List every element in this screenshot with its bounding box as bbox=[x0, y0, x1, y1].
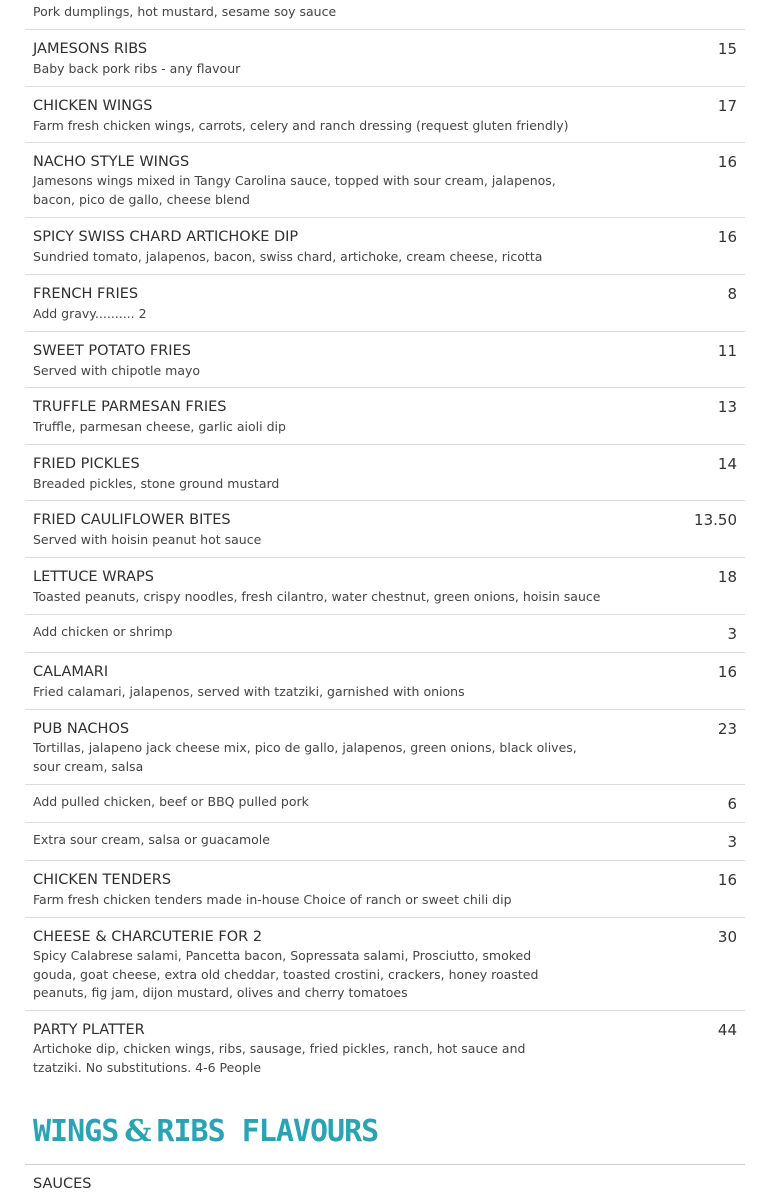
menu-item-price: 17 bbox=[717, 97, 737, 115]
menu-item-name: FRIED PICKLES bbox=[33, 456, 140, 472]
menu-item-lettuce-wraps bbox=[25, 558, 745, 615]
menu-item-description: Extra sour cream, salsa or guacamole bbox=[33, 832, 270, 847]
menu-item-chicken-wings bbox=[25, 87, 745, 143]
menu-item-name: CHICKEN TENDERS bbox=[33, 872, 172, 888]
menu-item-description: Served with hoisin peanut hot sauce bbox=[33, 532, 262, 547]
menu-item-cheese-charcuterie bbox=[25, 918, 745, 1011]
menu-item-name: CALAMARI bbox=[33, 664, 109, 680]
menu-item-description: Add pulled chicken, beef or BBQ pulled pork bbox=[33, 794, 309, 809]
menu-item-name: TRUFFLE PARMESAN FRIES bbox=[33, 399, 227, 415]
menu-item-name: PARTY PLATTER bbox=[33, 1022, 145, 1038]
menu-item-description: Add gravy.......... 2 bbox=[33, 306, 147, 321]
menu-item-price: 3 bbox=[727, 625, 737, 643]
menu-item-price: 30 bbox=[717, 928, 737, 946]
menu-item-cauliflower-bites bbox=[25, 501, 745, 558]
menu-item-price: 13 bbox=[717, 398, 737, 416]
menu-item-name: CHEESE & CHARCUTERIE FOR 2 bbox=[33, 929, 263, 945]
section-heading-part2: RIBS FLAVOURS bbox=[156, 1114, 379, 1149]
menu-item-description: Add chicken or shrimp bbox=[33, 624, 173, 639]
menu-item-price: 44 bbox=[717, 1021, 737, 1039]
menu-item-truffle-fries bbox=[25, 388, 745, 445]
section-heading-part1: WINGS bbox=[33, 1114, 119, 1149]
menu-item-price: 15 bbox=[717, 40, 737, 58]
menu-item-description: Spicy Calabrese salami, Pancetta bacon, Sopressata salami, Prosciutto, smoked gouda, goat cheese, extra old cheddar, toasted crostini, crackers, honey roasted peanuts, fig jam, dijon mustard, olives and cherry tomatoes bbox=[33, 948, 539, 1000]
menu-item-price: 16 bbox=[717, 871, 737, 889]
menu-item-price: 8 bbox=[727, 285, 737, 303]
section-heading-wings-ribs bbox=[33, 1112, 378, 1152]
sub-heading-sauces: SAUCES bbox=[33, 1176, 92, 1192]
menu-item-description: Pork dumplings, hot mustard, sesame soy sauce bbox=[33, 4, 337, 19]
menu-item-fried-pickles bbox=[25, 445, 745, 501]
menu-item-name: JAMESONS RIBS bbox=[33, 41, 148, 57]
menu-item-description: Toasted peanuts, crispy noodles, fresh cilantro, water chestnut, green onions, hoisin sauce bbox=[33, 589, 601, 604]
menu-item-french-fries bbox=[25, 275, 745, 332]
menu-item-name: NACHO STYLE WINGS bbox=[33, 154, 190, 170]
menu-item-price: 16 bbox=[717, 663, 737, 681]
section-divider bbox=[25, 1164, 745, 1165]
menu-item-jamesons-ribs bbox=[25, 30, 745, 87]
menu-item-price: 11 bbox=[717, 342, 737, 360]
menu-item-description: Truffle, parmesan cheese, garlic aioli dip bbox=[33, 419, 286, 434]
menu-item-price: 16 bbox=[717, 228, 737, 246]
menu-item-swiss-chard-dip bbox=[25, 218, 745, 275]
section-heading-ampersand: & bbox=[124, 1114, 151, 1149]
menu-item-price: 3 bbox=[727, 833, 737, 851]
menu-item-name: LETTUCE WRAPS bbox=[33, 569, 154, 585]
menu-item-calamari bbox=[25, 653, 745, 710]
menu-item-price: 18 bbox=[717, 568, 737, 586]
menu-item-chicken-tenders bbox=[25, 861, 745, 918]
menu-item-name: CHICKEN WINGS bbox=[33, 98, 153, 114]
menu-item-name: FRIED CAULIFLOWER BITES bbox=[33, 512, 231, 528]
menu-item-addon-pulled-meat bbox=[25, 785, 745, 823]
menu-item-name: SPICY SWISS CHARD ARTICHOKE DIP bbox=[33, 229, 299, 245]
menu-item-name: PUB NACHOS bbox=[33, 721, 130, 737]
menu-item-price: 23 bbox=[717, 720, 737, 738]
menu-item-nacho-style-wings bbox=[25, 143, 745, 218]
menu-item-description: Fried calamari, jalapenos, served with tzatziki, garnished with onions bbox=[33, 684, 465, 699]
menu-item-description: Sundried tomato, jalapenos, bacon, swiss chard, artichoke, cream cheese, ricotta bbox=[33, 249, 543, 264]
menu-item-description: Tortillas, jalapeno jack cheese mix, pico de gallo, jalapenos, green onions, black olives, sour cream, salsa bbox=[33, 740, 577, 774]
menu-item-dumplings bbox=[25, 0, 745, 30]
menu-item-name: FRENCH FRIES bbox=[33, 286, 139, 302]
menu-item-addon-chicken-shrimp bbox=[25, 615, 745, 653]
menu-item-description: Farm fresh chicken tenders made in-house Choice of ranch or sweet chili dip bbox=[33, 892, 512, 907]
menu-item-party-platter bbox=[25, 1011, 745, 1086]
menu-list bbox=[25, 0, 745, 1086]
menu-item-description: Jamesons wings mixed in Tangy Carolina sauce, topped with sour cream, jalapenos, bacon, pico de gallo, cheese blend bbox=[33, 173, 556, 207]
menu-item-description: Served with chipotle mayo bbox=[33, 363, 201, 378]
menu-item-price: 6 bbox=[727, 795, 737, 813]
menu-item-description: Farm fresh chicken wings, carrots, celery and ranch dressing (request gluten friendly) bbox=[33, 118, 569, 133]
menu-item-addon-extras bbox=[25, 823, 745, 861]
menu-item-description: Artichoke dip, chicken wings, ribs, sausage, fried pickles, ranch, hot sauce and tzatziki. No substitutions. 4-6 People bbox=[33, 1041, 526, 1075]
menu-item-price: 16 bbox=[717, 153, 737, 171]
menu-item-description: Baby back pork ribs - any flavour bbox=[33, 61, 241, 76]
menu-item-pub-nachos bbox=[25, 710, 745, 785]
menu-item-name: SWEET POTATO FRIES bbox=[33, 343, 191, 359]
menu-item-price: 14 bbox=[717, 455, 737, 473]
menu-item-description: Breaded pickles, stone ground mustard bbox=[33, 476, 280, 491]
menu-item-sweet-potato-fries bbox=[25, 332, 745, 388]
menu-item-price: 13.50 bbox=[694, 511, 737, 529]
